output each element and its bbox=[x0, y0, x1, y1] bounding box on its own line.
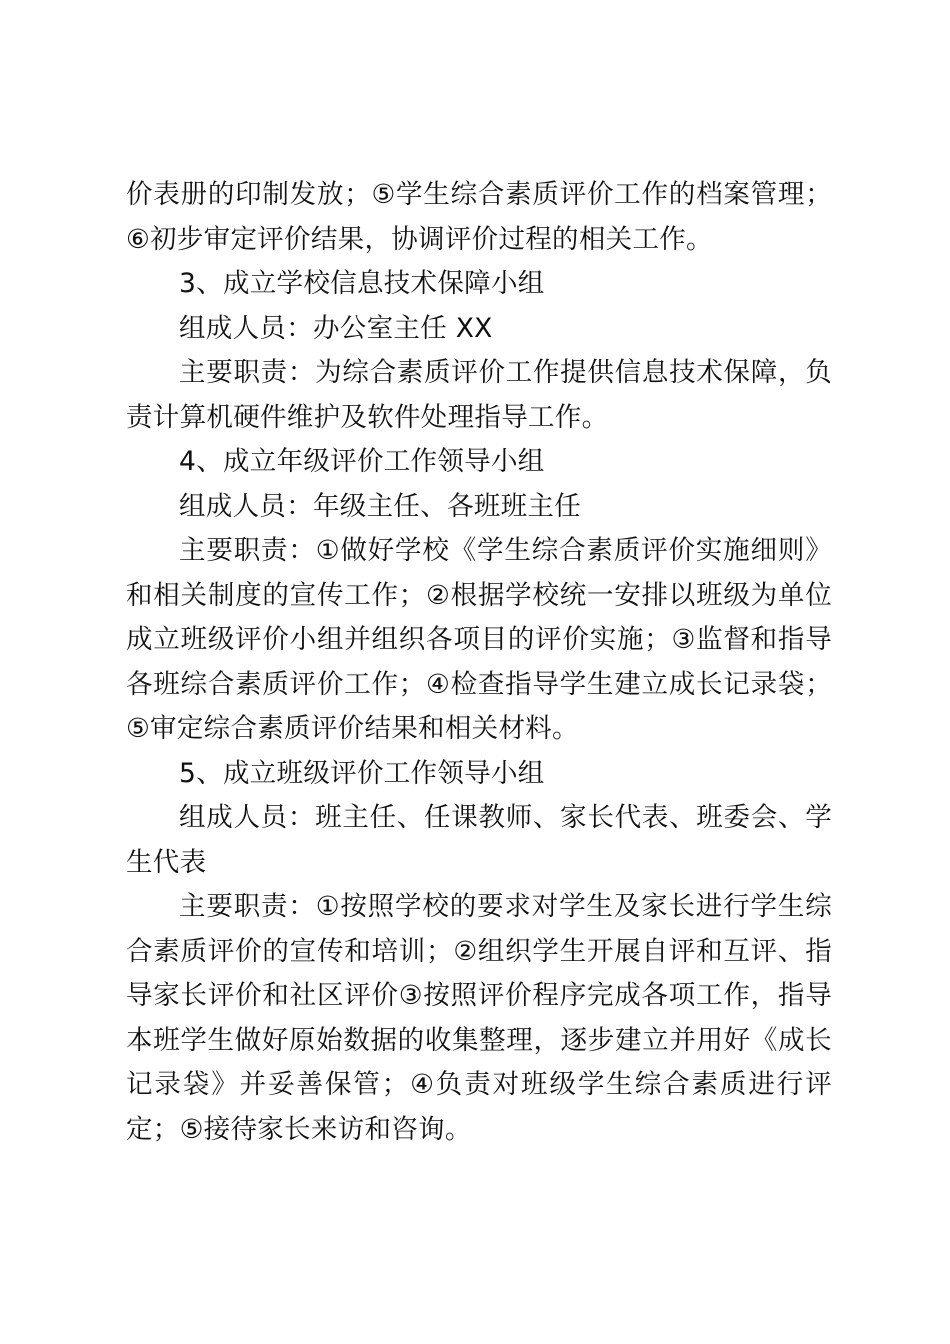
members-it-support-group: 组成人员：办公室主任 XX bbox=[179, 312, 493, 344]
duties-grade-group: 主要职责：①做好学校《学生综合素质评价实施细则》和相关制度的宣传工作；②根据学校统一安排以班级为单位成立班级评价小组并组织各项目的评价实施；③监督和指导各班综合素质评价工作；④检查指导学生建立成长记录袋；⑤审定综合素质评价结果和相关材料。 bbox=[126, 535, 832, 744]
document-body bbox=[126, 173, 832, 1152]
section-heading-class-group: 5、成立班级评价工作领导小组 bbox=[179, 757, 545, 789]
members-grade-group: 组成人员：年级主任、各班班主任 bbox=[179, 490, 581, 522]
duties-it-support-group: 主要职责：为综合素质评价工作提供信息技术保障，负责计算机硬件维护及软件处理指导工作。 bbox=[126, 357, 832, 433]
paragraph-continuation: 价表册的印制发放；⑤学生综合素质评价工作的档案管理；⑥初步审定评价结果，协调评价过程的相关工作。 bbox=[126, 179, 832, 255]
section-heading-grade-group: 4、成立年级评价工作领导小组 bbox=[179, 446, 545, 477]
members-class-group: 组成人员：班主任、任课教师、家长代表、班委会、学生代表 bbox=[126, 802, 832, 878]
duties-class-group: 主要职责：①按照学校的要求对学生及家长进行学生综合素质评价的宣传和培训；②组织学生开展自评和互评、指导家长评价和社区评价③按照评价程序完成各项工作，指导本班学生做好原始数据的收集整理，逐步建立并用好《成长记录袋》并妥善保管；④负责对班级学生综合素质进行评定；⑤接待家长来访和咨询。 bbox=[126, 891, 832, 1145]
section-heading-it-support-group: 3、成立学校信息技术保障小组 bbox=[179, 268, 545, 299]
